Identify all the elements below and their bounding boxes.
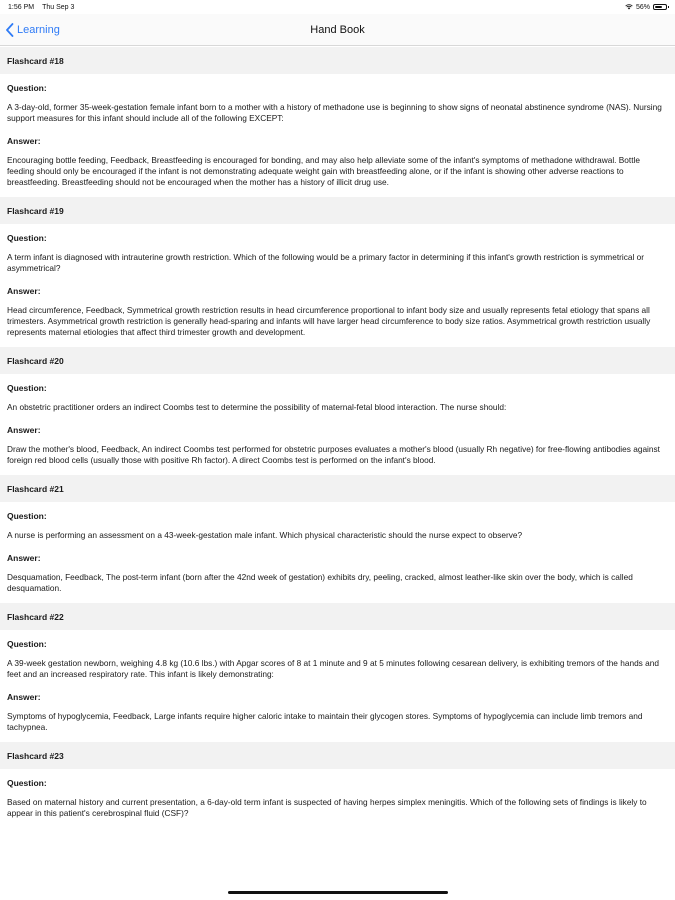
chevron-left-icon xyxy=(6,23,14,37)
flashcard xyxy=(0,197,675,347)
status-date: Thu Sep 3 xyxy=(42,3,75,11)
question-label: Question: xyxy=(7,83,47,93)
flashcard xyxy=(0,742,675,828)
flashcard-title: Flashcard #18 xyxy=(0,47,675,74)
answer-label: Answer: xyxy=(7,286,41,296)
question-text: A 39-week gestation newborn, weighing 4.8 kg (10.6 lbs.) with Apgar scores of 8 at 1 minute and 9 at 5 minutes following cesarean delivery, is exhibiting tremors of the hands and feet and an increased respiratory rate. This infant is likely demonstrating: xyxy=(7,658,659,679)
answer-label: Answer: xyxy=(7,553,41,563)
flashcard-title: Flashcard #19 xyxy=(0,197,675,224)
question-text: A term infant is diagnosed with intrauterine growth restriction. Which of the following would be a primary factor in determining if this infant's growth restriction is symmetrical or asymmetrical? xyxy=(7,252,645,273)
flashcard-title: Flashcard #21 xyxy=(0,475,675,502)
answer-label: Answer: xyxy=(7,692,41,702)
navigation-bar xyxy=(0,14,675,46)
battery-icon xyxy=(653,4,667,10)
home-indicator[interactable] xyxy=(228,891,448,894)
answer-text: Head circumference, Feedback, Symmetrical growth restriction results in head circumference proportional to infant body size and usually represents fetal etiology that spans all trimesters. Asymmetrical growth restriction is generally head-sparing and infants will have larger head circumference to body size ratios. Asymmetrical growth restriction usually represents maternal etiologies that affect third trimester growth and development. xyxy=(7,305,651,337)
back-button[interactable] xyxy=(6,14,60,45)
question-text: An obstetric practitioner orders an indirect Coombs test to determine the possibility of maternal-fetal blood interaction. The nurse should: xyxy=(7,402,507,412)
page-title: Hand Book xyxy=(310,23,365,36)
flashcard xyxy=(0,475,675,603)
flashcard-title: Flashcard #23 xyxy=(0,742,675,769)
wifi-icon xyxy=(625,4,633,10)
question-label: Question: xyxy=(7,383,47,393)
status-time: 1:56 PM xyxy=(8,3,35,11)
question-text: A 3-day-old, former 35-week-gestation female infant born to a mother with a history of methadone use is beginning to show signs of neonatal abstinence syndrome (NAS). Nursing support measures for this infant should include all of the following EXCEPT: xyxy=(7,102,662,123)
flashcard-title: Flashcard #20 xyxy=(0,347,675,374)
flashcard xyxy=(0,347,675,475)
status-bar xyxy=(0,0,675,14)
question-label: Question: xyxy=(7,511,47,521)
answer-text: Encouraging bottle feeding, Feedback, Breastfeeding is encouraged for bonding, and may also help alleviate some of the infant's symptoms of methadone withdrawal. Bottle feeding should only be encouraged if the infant is not demonstrating adequate weight gain with breastfeeding alone, or if the infant is showing other adverse reactions to breastfeeding. Breastfeeding should not be encouraged when the mother has a history of illicit drug use. xyxy=(7,155,640,187)
answer-text: Symptoms of hypoglycemia, Feedback, Large infants require higher caloric intake to maintain their glycogen stores. Symptoms of hypoglycemia can include limb tremors and tachypnea. xyxy=(7,711,643,732)
flashcard-list[interactable] xyxy=(0,47,675,900)
answer-label: Answer: xyxy=(7,425,41,435)
flashcard xyxy=(0,603,675,742)
battery-percent: 56% xyxy=(635,3,650,11)
answer-text: Draw the mother's blood, Feedback, An indirect Coombs test performed for obstetric purposes evaluates a mother's blood (usually Rh negative) for free-flowing antibodies against foreign red blood cells (usually those with positive Rh factor). A direct Coombs test is performed on the infant's blood. xyxy=(7,444,660,465)
flashcard xyxy=(0,47,675,197)
answer-text: Desquamation, Feedback, The post-term infant (born after the 42nd week of gestation) exhibits dry, peeling, cracked, almost leather-like skin over the body, which is called desquamation. xyxy=(7,572,633,593)
answer-label: Answer: xyxy=(7,136,41,146)
question-text: A nurse is performing an assessment on a 43-week-gestation male infant. Which physical characteristic should the nurse expect to observe? xyxy=(7,530,523,540)
flashcard-title: Flashcard #22 xyxy=(0,603,675,630)
question-label: Question: xyxy=(7,778,47,788)
back-button-label: Learning xyxy=(17,23,60,36)
question-label: Question: xyxy=(7,639,47,649)
question-label: Question: xyxy=(7,233,47,243)
question-text: Based on maternal history and current presentation, a 6-day-old term infant is suspected of having herpes simplex meningitis. Which of the following sets of findings is likely to appear in this patient's cerebrospinal fluid (CSF)? xyxy=(7,797,647,818)
